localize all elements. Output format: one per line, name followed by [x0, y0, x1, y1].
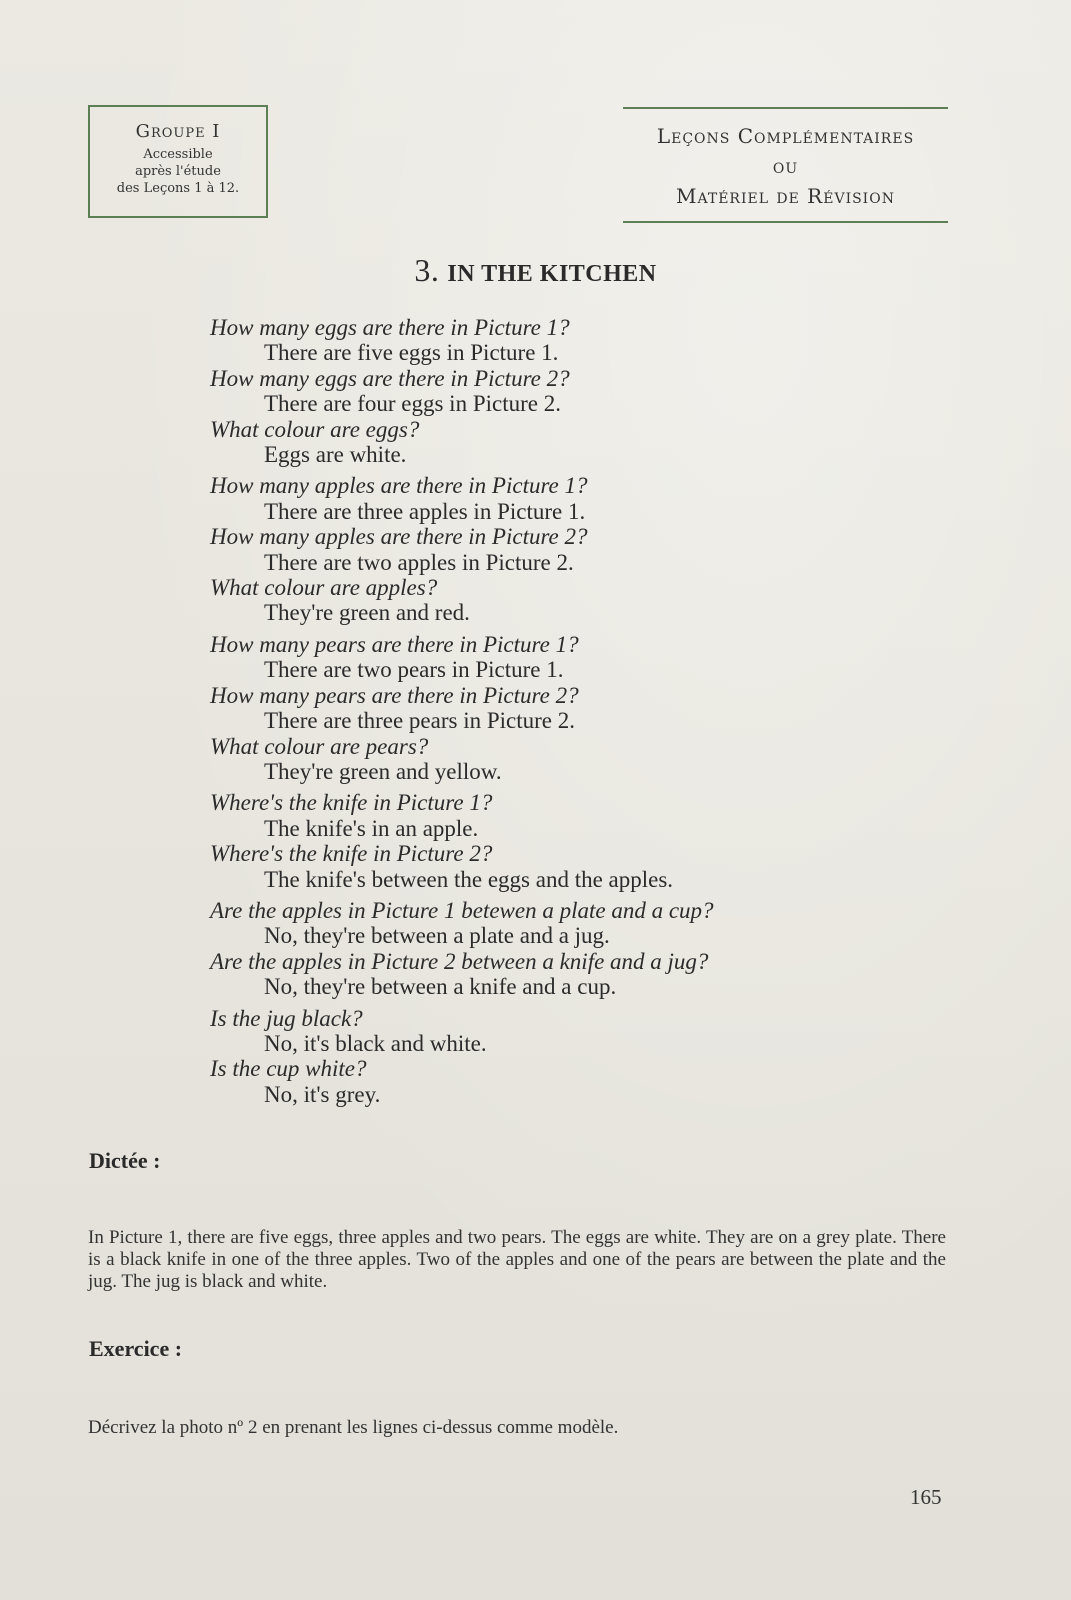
groupe-subtitle — [90, 146, 266, 197]
groupe-box — [88, 105, 268, 218]
lesson-number: 3. — [414, 252, 440, 288]
answer-line: Eggs are white. — [264, 442, 407, 468]
lesson-title-text: IN THE KITCHEN — [447, 261, 657, 287]
answer-line: There are two apples in Picture 2. — [264, 549, 574, 575]
answer-line: No, it's grey. — [264, 1081, 381, 1107]
question-line: Is the cup white? — [210, 1056, 367, 1082]
question-line: Is the jug black? — [210, 1005, 363, 1031]
answer-line: There are four eggs in Picture 2. — [264, 391, 561, 417]
answer-line: They're green and yellow. — [264, 758, 502, 784]
question-line: What colour are eggs? — [210, 416, 420, 442]
header-line: ou — [772, 154, 799, 178]
answer-line: They're green and red. — [264, 600, 470, 626]
lesson-title — [0, 252, 1071, 289]
question-line: How many eggs are there in Picture 1? — [210, 315, 570, 340]
qa-group — [210, 790, 890, 892]
qa-group — [210, 898, 890, 1000]
question-line: Where's the knife in Picture 1? — [210, 790, 493, 816]
question-line: How many pears are there in Picture 1? — [210, 631, 579, 657]
answer-line: There are three pears in Picture 2. — [264, 708, 575, 734]
groupe-title: Groupe I — [135, 121, 221, 142]
header-line: Matériel de Révision — [676, 184, 895, 208]
qa-group — [210, 632, 890, 784]
question-answer-list — [210, 315, 890, 1113]
dictee-heading: Dictée : — [89, 1148, 161, 1173]
groupe-line: des Leçons 1 à 12. — [116, 181, 240, 196]
answer-line: No, they're between a knife and a cup. — [264, 974, 617, 1000]
answer-line: The knife's between the eggs and the apples. — [264, 866, 674, 892]
header-line: Leçons Complémentaires — [656, 124, 915, 148]
answer-line: There are five eggs in Picture 1. — [264, 340, 559, 366]
answer-line: There are two pears in Picture 1. — [264, 657, 564, 683]
qa-group — [210, 1006, 890, 1108]
answer-line: No, it's black and white. — [264, 1030, 487, 1056]
page-number: 165 — [910, 1485, 942, 1509]
exercice-heading: Exercice : — [89, 1336, 183, 1361]
section-header — [623, 107, 948, 223]
qa-group — [210, 473, 890, 625]
answer-line: No, they're between a plate and a jug. — [264, 923, 610, 949]
question-line: Are the apples in Picture 1 betewen a plate and a cup? — [210, 897, 714, 923]
question-line: How many apples are there in Picture 1? — [210, 473, 588, 499]
question-line: How many pears are there in Picture 2? — [210, 682, 579, 708]
exercice-text: Décrivez la photo nº 2 en prenant les lignes ci-dessus comme modèle. — [88, 1417, 619, 1438]
groupe-line: Accessible — [143, 147, 213, 162]
answer-line: There are three apples in Picture 1. — [264, 498, 586, 524]
dictee-text: In Picture 1, there are five eggs, three apples and two pears. The eggs are white. They are on a grey plate. There is a black knife in one of the three apples. Two of the apples and one of the pears are between the plate and the jug. The jug is black and white. — [88, 1227, 946, 1292]
question-line: How many apples are there in Picture 2? — [210, 524, 588, 550]
question-line: What colour are apples? — [210, 575, 438, 601]
answer-line: The knife's in an apple. — [264, 815, 479, 841]
qa-group — [210, 315, 890, 467]
groupe-line: après l'étude — [135, 164, 221, 179]
question-line: How many eggs are there in Picture 2? — [210, 365, 570, 391]
question-line: Are the apples in Picture 2 between a knife and a jug? — [210, 948, 709, 974]
question-line: Where's the knife in Picture 2? — [210, 841, 493, 867]
question-line: What colour are pears? — [210, 733, 429, 759]
